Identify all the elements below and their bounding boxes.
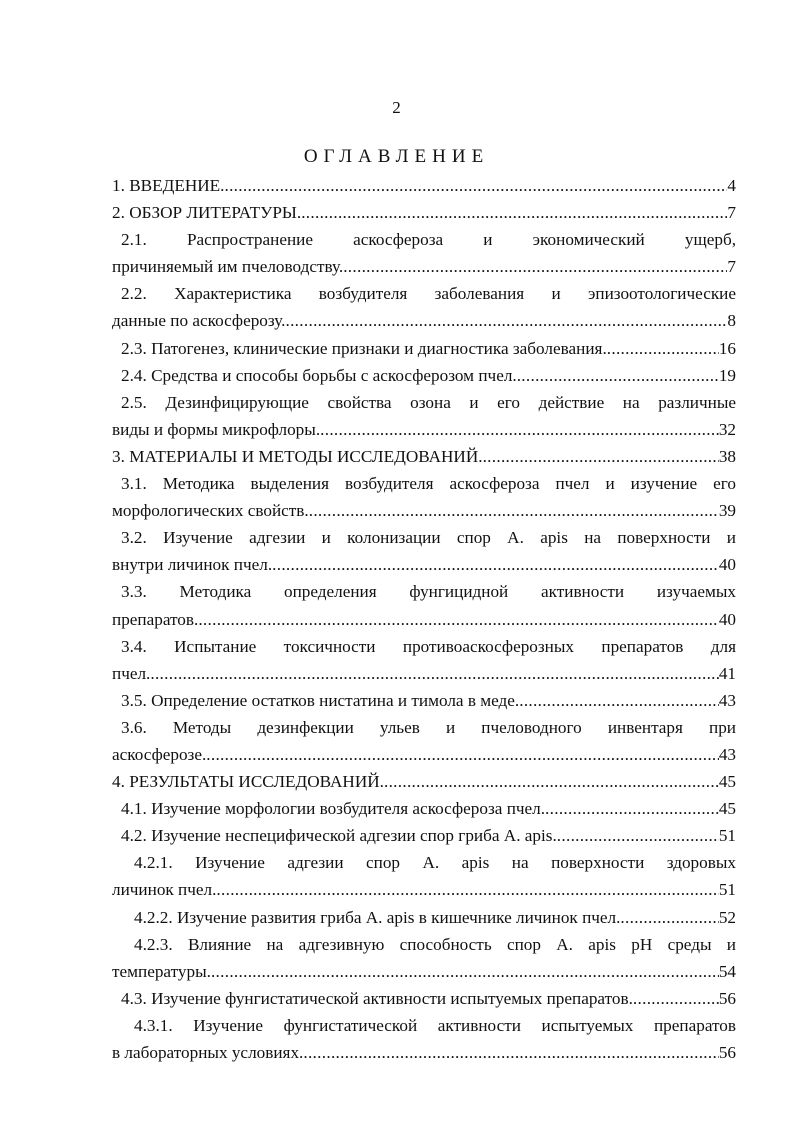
toc-entry-first-line: 2.5. Дезинфицирующие свойства озона и его действие на различные (121, 392, 736, 412)
toc-entry-text: 3.5. Определение остатков нистатина и тимола в меде. (121, 690, 520, 710)
toc-page-number: 19 (718, 365, 736, 385)
toc-entry-text: препаратов. (112, 609, 199, 629)
toc-entry[interactable] (112, 876, 736, 903)
toc-entry-first-line: 3.1. Методика выделения возбудителя аскосфероза пчел и изучение его (121, 474, 736, 494)
toc-entry-text: виды и формы микрофлоры. (112, 419, 321, 439)
toc-entry[interactable] (112, 443, 736, 470)
toc-entry-text: 2.4. Средства и способы борьбы с аскосферозом пчел. (121, 365, 517, 385)
toc-entry[interactable] (112, 606, 736, 633)
toc-page-number: 41 (718, 663, 736, 683)
dot-leader (216, 876, 718, 903)
dot-leader (517, 362, 719, 389)
dot-leader (384, 768, 719, 795)
page-title: ОГЛАВЛЕНИЕ (303, 146, 490, 167)
toc-page-number: 38 (718, 446, 736, 466)
dot-leader (285, 307, 727, 334)
dot-leader (303, 1039, 718, 1066)
toc-entry[interactable] (112, 335, 736, 362)
toc-page-number: 8 (727, 311, 736, 331)
toc-entry-text: причиняемый им пчеловодству. (112, 257, 344, 277)
toc-entry[interactable] (112, 660, 736, 687)
toc-entry[interactable] (112, 307, 736, 334)
dot-leader (343, 253, 727, 280)
dot-leader (150, 660, 718, 687)
toc-entry-first-line: 3.2. Изучение адгезии и колонизации спор A. apis на поверхности и (121, 528, 736, 548)
toc-entry[interactable] (112, 416, 736, 443)
toc-entry[interactable] (112, 795, 736, 822)
toc-entry[interactable] (112, 741, 736, 768)
toc-page-number: 51 (718, 880, 736, 900)
dot-leader (545, 795, 719, 822)
toc-entry-first-line: 3.6. Методы дезинфекции ульев и пчеловодного инвентаря при (121, 717, 736, 737)
toc-entry-text: личинок пчел. (112, 880, 217, 900)
toc-page-number: 7 (727, 203, 736, 223)
toc-entry[interactable] (112, 172, 736, 199)
toc-entry[interactable] (112, 958, 736, 985)
toc-entry-text: пчел. (112, 663, 151, 683)
toc-entry-first-line: 3.4. Испытание токсичности противоаскосферозных препаратов для (121, 636, 736, 656)
toc-entry[interactable] (112, 199, 736, 226)
toc-page-number: 45 (718, 799, 736, 819)
toc-entry-first-line: 2.2. Характеристика возбудителя заболевания и эпизоотологические (121, 284, 736, 304)
toc-entry-text: 4.2.2. Изучение развития гриба A. apis в кишечнике личинок пчел. (134, 907, 621, 927)
dot-leader (309, 497, 719, 524)
toc-page-number: 54 (718, 961, 736, 981)
toc-page-number: 51 (718, 826, 736, 846)
toc-entry-text: данные по аскосферозу. (112, 311, 286, 331)
dot-leader (519, 687, 719, 714)
table-of-contents (112, 172, 736, 1066)
dot-leader (198, 606, 718, 633)
toc-entry-text: внутри личинок пчел. (112, 555, 273, 575)
toc-page-number: 39 (718, 501, 736, 521)
toc-page-number: 52 (718, 907, 736, 927)
toc-entry-text: 4.2. Изучение неспецифической адгезии спор гриба A. apis. (121, 826, 557, 846)
toc-entry-text: аскосферозе. (112, 744, 207, 764)
toc-entry-text: температуры. (112, 961, 211, 981)
toc-page-number: 4 (727, 176, 736, 195)
toc-page-number: 7 (727, 257, 736, 277)
toc-entry[interactable] (112, 985, 736, 1012)
toc-entry[interactable] (112, 551, 736, 578)
toc-entry[interactable] (112, 362, 736, 389)
toc-page-number: 40 (718, 609, 736, 629)
toc-page-number: 16 (718, 338, 736, 358)
dot-leader (301, 199, 727, 226)
toc-page-number: 56 (718, 988, 736, 1008)
dot-leader (483, 443, 719, 470)
page-number: 2 (392, 98, 401, 117)
toc-page-number: 45 (718, 772, 736, 792)
toc-entry-text: морфологических свойств. (112, 501, 309, 521)
toc-entry-text: 2.3. Патогенез, клинические признаки и диагностика заболевания. (121, 338, 607, 358)
toc-page-number: 32 (718, 419, 736, 439)
toc-entry[interactable] (112, 687, 736, 714)
toc-entry-text: 4.3. Изучение фунгистатической активности испытуемых препаратов. (121, 988, 633, 1008)
dot-leader (224, 172, 727, 199)
toc-page-number: 43 (718, 744, 736, 764)
toc-entry[interactable] (112, 768, 736, 795)
dot-leader (272, 551, 719, 578)
toc-entry[interactable] (112, 822, 736, 849)
dot-leader (557, 822, 719, 849)
toc-entry[interactable] (112, 1039, 736, 1066)
toc-entry[interactable] (112, 904, 736, 931)
toc-entry-text: 2. ОБЗОР ЛИТЕРАТУРЫ. (112, 203, 302, 223)
toc-page-number: 40 (718, 555, 736, 575)
toc-entry-first-line: 2.1. Распространение аскосфероза и экономический ущерб, (121, 230, 736, 250)
toc-entry-text: 4.1. Изучение морфологии возбудителя аскосфероза пчел. (121, 799, 546, 819)
toc-entry-text: 1. ВВЕДЕНИЕ. (112, 176, 225, 195)
toc-entry-first-line: 4.2.1. Изучение адгезии спор A. apis на поверхности здоровых (134, 853, 736, 873)
dot-leader (607, 335, 719, 362)
toc-page-number: 43 (718, 690, 736, 710)
dot-leader (320, 416, 719, 443)
toc-entry-first-line: 4.2.3. Влияние на адгезивную способность спор A. apis pH среды и (134, 934, 736, 954)
toc-entry-text: в лабораторных условиях. (112, 1043, 304, 1062)
toc-entry-text: 4. РЕЗУЛЬТАТЫ ИССЛЕДОВАНИЙ. (112, 772, 384, 792)
dot-leader (620, 904, 718, 931)
toc-entry[interactable] (112, 253, 736, 280)
dot-leader (206, 741, 719, 768)
toc-entry-first-line: 4.3.1. Изучение фунгистатической активности испытуемых препаратов (134, 1015, 736, 1035)
dot-leader (211, 958, 719, 985)
toc-entry[interactable] (112, 497, 736, 524)
toc-page-number: 56 (718, 1043, 736, 1062)
toc-entry-text: 3. МАТЕРИАЛЫ И МЕТОДЫ ИССЛЕДОВАНИЙ. (112, 446, 483, 466)
toc-entry-first-line: 3.3. Методика определения фунгицидной активности изучаемых (121, 582, 736, 602)
dot-leader (633, 985, 719, 1012)
